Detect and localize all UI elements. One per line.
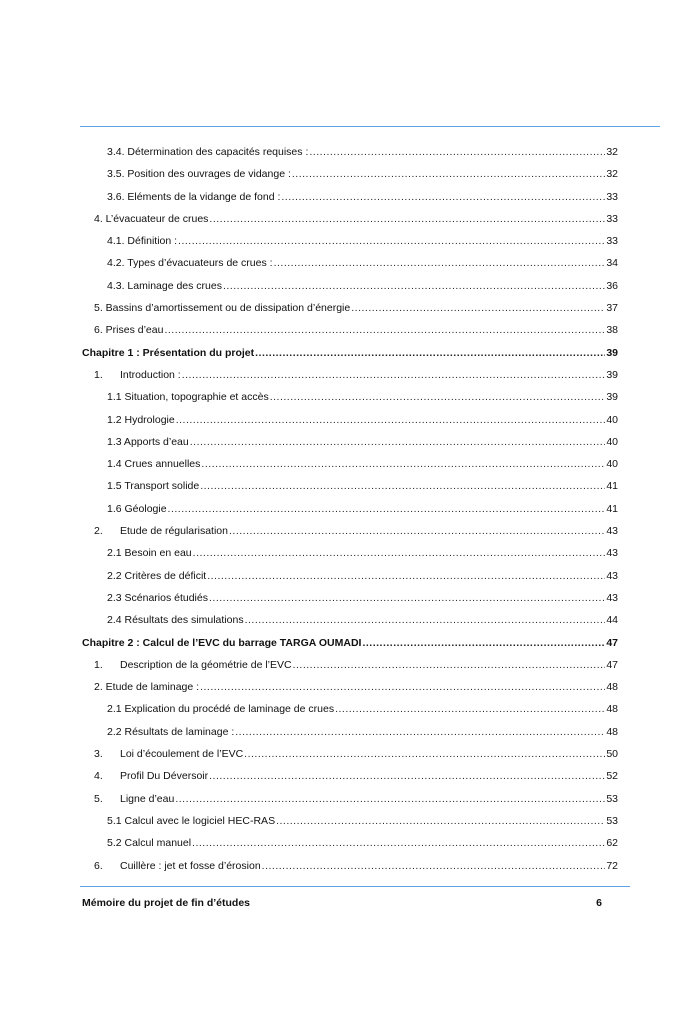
toc-entry[interactable]: [82, 364, 618, 386]
toc-dot-leader: [335, 698, 605, 720]
toc-entry-label: [94, 654, 293, 676]
toc-entry-label: [94, 788, 175, 810]
toc-entry-text: 4.3. Laminage des crues: [107, 279, 222, 292]
toc-entry[interactable]: [82, 609, 618, 631]
page-footer: [82, 897, 602, 909]
toc-entry-label: [107, 609, 245, 631]
toc-entry-label: [107, 163, 292, 185]
toc-dot-leader: [201, 453, 605, 475]
toc-entry[interactable]: [82, 342, 618, 364]
toc-entry-label: [82, 632, 362, 654]
toc-entry[interactable]: [82, 186, 618, 208]
toc-entry-page: 48: [606, 681, 618, 694]
toc-entry-text: 1.6 Géologie: [107, 502, 167, 515]
toc-entry-page: 39: [606, 368, 618, 381]
toc-entry[interactable]: [82, 855, 618, 877]
toc-entry-text: 2.2 Critères de déficit: [107, 569, 207, 582]
toc-entry[interactable]: [82, 743, 618, 765]
toc-entry-page: 40: [606, 435, 618, 448]
toc-entry[interactable]: [82, 721, 618, 743]
toc-entry-text: Loi d’écoulement de l’EVC: [120, 748, 244, 761]
toc-entry[interactable]: [82, 431, 618, 453]
toc-entry-text: 5.1 Calcul avec le logiciel HEC-RAS: [107, 814, 276, 827]
toc-entry-page: 53: [606, 792, 618, 805]
toc-entry-number: 3.: [94, 748, 103, 761]
toc-entry-page: 40: [606, 413, 618, 426]
toc-entry-text: 4.1. Définition :: [107, 235, 178, 248]
toc-dot-leader: [178, 230, 605, 252]
toc-entry[interactable]: [82, 475, 618, 497]
toc-entry-page: 39: [606, 346, 618, 359]
toc-entry-text: 5. Bassins d’amortissement ou de dissipation d’énergie: [94, 302, 351, 315]
toc-entry[interactable]: [82, 208, 618, 230]
toc-dot-leader: [192, 832, 605, 854]
toc-entry-text: 1.5 Transport solide: [107, 480, 200, 493]
toc-entry-label: [82, 342, 255, 364]
toc-dot-leader: [193, 542, 606, 564]
toc-entry-number: 1.: [94, 368, 103, 381]
toc-entry-text: 1.2 Hydrologie: [107, 413, 175, 426]
toc-entry-text: 3.6. Eléments de la vidange de fond :: [107, 190, 281, 203]
toc-entry-label: [107, 498, 168, 520]
toc-dot-leader: [168, 498, 606, 520]
toc-entry-page: 53: [606, 814, 618, 827]
toc-entry-text: Etude de régularisation: [120, 525, 228, 538]
toc-entry-text: Chapitre 1 : Présentation du projet: [82, 346, 255, 359]
toc-entry-page: 72: [606, 859, 618, 872]
footer-rule: [80, 886, 630, 887]
toc-entry[interactable]: [82, 587, 618, 609]
toc-dot-leader: [351, 297, 605, 319]
toc-entry-label: [107, 230, 178, 252]
toc-dot-leader: [176, 409, 606, 431]
toc-dot-leader: [281, 186, 605, 208]
toc-entry[interactable]: [82, 275, 618, 297]
toc-entry-page: 43: [606, 591, 618, 604]
table-of-contents: [82, 141, 618, 877]
toc-entry-label: [107, 721, 235, 743]
toc-entry[interactable]: [82, 542, 618, 564]
toc-entry-text: 5.2 Calcul manuel: [107, 837, 192, 850]
toc-entry-text: Introduction :: [120, 368, 181, 381]
toc-entry-label: [107, 542, 193, 564]
toc-entry-label: [107, 186, 281, 208]
toc-dot-leader: [200, 676, 605, 698]
toc-entry-page: 44: [606, 614, 618, 627]
toc-entry-number: 4.: [94, 770, 103, 783]
toc-entry-text: 6. Prises d’eau: [94, 324, 164, 337]
toc-entry[interactable]: [82, 565, 618, 587]
toc-entry[interactable]: [82, 788, 618, 810]
toc-entry-text: Profil Du Déversoir: [120, 770, 209, 783]
toc-entry-label: [107, 475, 200, 497]
toc-dot-leader: [175, 788, 605, 810]
toc-entry-text: 3.4. Détermination des capacités requises :: [107, 146, 309, 158]
toc-entry-label: [107, 252, 274, 274]
toc-entry-label: [94, 520, 229, 542]
toc-entry-text: 2.1 Explication du procédé de laminage de crues: [107, 703, 335, 716]
toc-entry-text: 4.2. Types d’évacuateurs de crues :: [107, 257, 273, 270]
toc-entry-text: 1.3 Apports d’eau: [107, 435, 189, 448]
toc-entry[interactable]: [82, 409, 618, 431]
toc-dot-leader: [262, 855, 606, 877]
toc-entry[interactable]: [82, 520, 618, 542]
toc-entry-text: 2.3 Scénarios étudiés: [107, 591, 208, 604]
toc-entry-page: 52: [606, 770, 618, 783]
toc-entry-page: 47: [606, 636, 618, 649]
toc-entry-page: 41: [606, 502, 618, 515]
toc-entry-label: [107, 565, 207, 587]
toc-entry-label: [94, 319, 164, 341]
toc-entry-page: 36: [606, 279, 618, 292]
toc-entry-text: 2.4 Résultats des simulations: [107, 614, 244, 627]
toc-dot-leader: [164, 319, 605, 341]
toc-entry[interactable]: [82, 765, 618, 787]
toc-entry-page: 32: [606, 168, 618, 181]
toc-entry-text: Ligne d’eau: [120, 792, 175, 805]
toc-dot-leader: [209, 208, 605, 230]
toc-entry-text: 1.1 Situation, topographie et accès: [107, 391, 269, 404]
toc-dot-leader: [309, 141, 605, 163]
toc-dot-leader: [362, 632, 605, 654]
toc-entry-page: 43: [606, 569, 618, 582]
toc-entry-page: 48: [606, 725, 618, 738]
toc-entry-number: 5.: [94, 792, 103, 805]
toc-entry-text: 4. L’évacuateur de crues: [94, 212, 209, 225]
toc-entry-label: [107, 587, 209, 609]
toc-entry-number: 2.: [94, 525, 103, 538]
toc-dot-leader: [274, 252, 606, 274]
toc-entry-text: 3.5. Position des ouvrages de vidange :: [107, 168, 291, 181]
toc-entry[interactable]: [82, 319, 618, 341]
toc-dot-leader: [255, 342, 605, 364]
toc-entry[interactable]: [82, 453, 618, 475]
toc-entry[interactable]: [82, 163, 618, 185]
toc-entry[interactable]: [82, 252, 618, 274]
toc-dot-leader: [190, 431, 606, 453]
toc-entry-page: 37: [606, 302, 618, 315]
toc-entry-label: [107, 275, 223, 297]
toc-entry-page: 40: [606, 458, 618, 471]
toc-dot-leader: [276, 810, 605, 832]
footer-title: Mémoire du projet de fin d’études: [82, 897, 251, 909]
toc-entry-page: 41: [606, 480, 618, 493]
toc-entry-text: 2.2 Résultats de laminage :: [107, 725, 235, 738]
toc-entry-label: [107, 832, 192, 854]
toc-entry-page: 43: [606, 525, 618, 538]
toc-entry-label: [107, 431, 190, 453]
toc-entry-page: 33: [606, 212, 618, 225]
toc-entry-page: 47: [606, 658, 618, 671]
footer-page-number: 6: [596, 897, 602, 909]
toc-entry[interactable]: [82, 810, 618, 832]
toc-entry-page: 62: [606, 837, 618, 850]
toc-entry-label: [94, 364, 182, 386]
toc-entry-label: [94, 208, 209, 230]
toc-dot-leader: [292, 163, 605, 185]
toc-entry[interactable]: [82, 676, 618, 698]
toc-entry-label: [107, 386, 270, 408]
toc-dot-leader: [209, 765, 605, 787]
toc-entry-label: [94, 743, 244, 765]
toc-entry-page: 43: [606, 547, 618, 560]
toc-entry-page: 32: [606, 146, 618, 158]
toc-dot-leader: [182, 364, 606, 386]
toc-dot-leader: [245, 609, 606, 631]
toc-entry-text: 2. Etude de laminage :: [94, 681, 200, 694]
toc-entry[interactable]: [82, 386, 618, 408]
toc-entry[interactable]: [82, 632, 618, 654]
toc-entry-number: 6.: [94, 859, 103, 872]
toc-entry-label: [107, 810, 276, 832]
toc-entry[interactable]: [82, 297, 618, 319]
toc-dot-leader: [229, 520, 605, 542]
toc-entry[interactable]: [82, 498, 618, 520]
toc-entry-number: 1.: [94, 658, 103, 671]
toc-entry-page: 33: [606, 190, 618, 203]
toc-dot-leader: [223, 275, 605, 297]
toc-entry-text: Description de la géométrie de l’EVC: [120, 658, 292, 671]
toc-entry-page: 33: [606, 235, 618, 248]
toc-entry-label: [94, 765, 209, 787]
toc-dot-leader: [200, 475, 605, 497]
toc-entry-label: [94, 855, 262, 877]
toc-entry-page: 38: [606, 324, 618, 337]
toc-dot-leader: [293, 654, 606, 676]
toc-entry-label: [94, 676, 200, 698]
toc-entry-page: 39: [606, 391, 618, 404]
toc-entry[interactable]: [82, 832, 618, 854]
toc-entry-label: [107, 409, 176, 431]
toc-entry[interactable]: [82, 141, 618, 163]
toc-entry-text: 2.1 Besoin en eau: [107, 547, 192, 560]
toc-entry[interactable]: [82, 230, 618, 252]
toc-dot-leader: [270, 386, 606, 408]
toc-entry[interactable]: [82, 698, 618, 720]
toc-dot-leader: [244, 743, 605, 765]
toc-entry-label: [94, 297, 351, 319]
toc-entry-text: Chapitre 2 : Calcul de l’EVC du barrage TARGA OUMADI: [82, 636, 362, 649]
toc-entry-label: [107, 141, 309, 163]
toc-entry-page: 48: [606, 703, 618, 716]
toc-dot-leader: [207, 565, 605, 587]
toc-entry-label: [107, 453, 201, 475]
toc-dot-leader: [235, 721, 605, 743]
toc-entry-text: Cuillère : jet et fosse d’érosion: [120, 859, 261, 872]
toc-entry-label: [107, 698, 335, 720]
toc-entry-page: 34: [606, 257, 618, 270]
header-rule: [80, 126, 660, 127]
toc-dot-leader: [209, 587, 605, 609]
toc-entry-page: 50: [606, 748, 618, 761]
toc-entry-text: 1.4 Crues annuelles: [107, 458, 201, 471]
toc-entry[interactable]: [82, 654, 618, 676]
